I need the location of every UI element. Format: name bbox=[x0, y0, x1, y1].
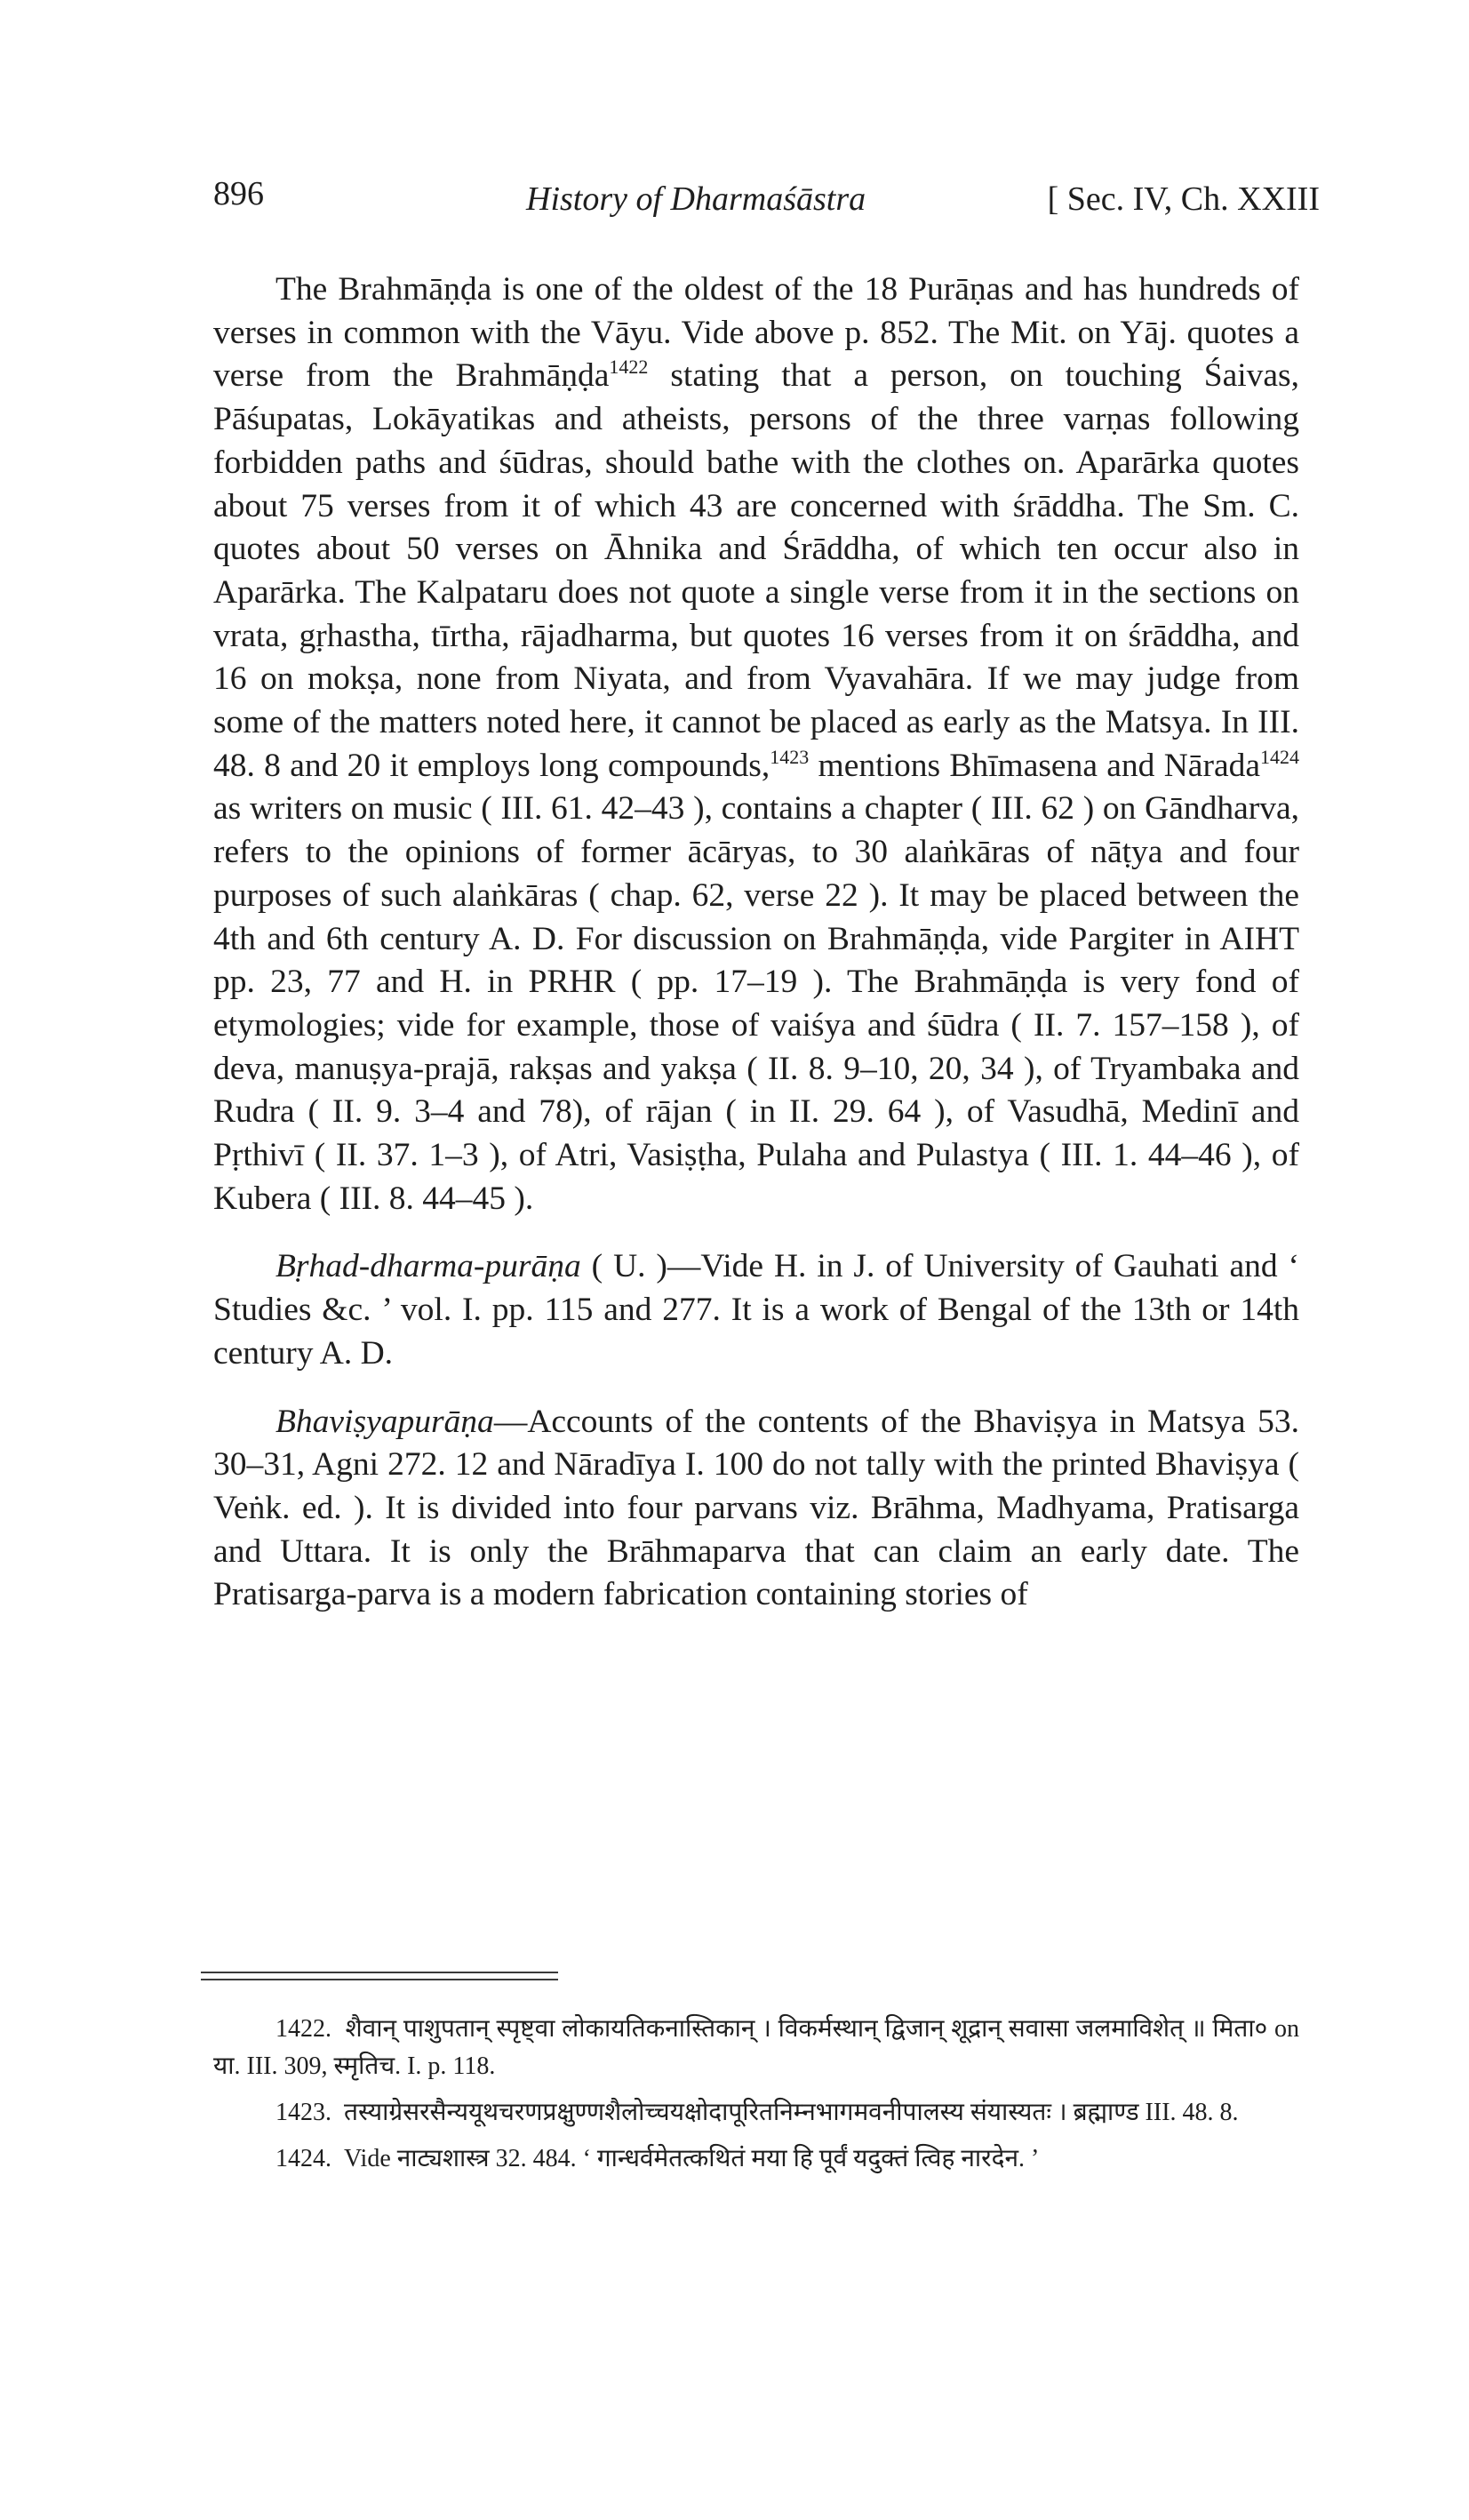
running-title: History of Dharmaśāstra bbox=[526, 180, 866, 218]
page-number: 896 bbox=[213, 175, 264, 212]
text-segment: mentions Bhīmasena and Nārada bbox=[809, 747, 1260, 784]
footnote-divider bbox=[201, 1972, 558, 1973]
text-segment: as writers on music ( III. 61. 42–43 ), contains a chapter ( III. 62 ) on Gāndharva, refers to the opinions of former ācāryas, to 30 alaṅkāras of nāṭya and four purposes of such alaṅkāras ( chap. 62, verse 22 ). It may be placed between the 4th and 6th century A. D. For discussion on Brahmāṇḍa, vide Pargiter in AIHT pp. 23, 77 and H. in PRHR ( pp. 17–19 ). The Brahmāṇḍa is very fond of etymologies; vide for example, those of vaiśya and śūdra ( II. 7. 157–158 ), of deva, manuṣya-prajā, rakṣas and yakṣa ( II. 8. 9–10, 20, 34 ), of Tryambaka and Rudra ( II. 9. 3–4 and 78), of rājan ( in II. 29. 64 ), of Vasudhā, Medinī and Pṛthivī ( II. 37. 1–3 ), of Atri, Vasiṣṭha, Pulaha and Pulastya ( III. 1. 44–46 ), of Kubera ( III. 8. 44–45 ). bbox=[213, 790, 1299, 1217]
footnote-number: 1423. bbox=[275, 2099, 331, 2126]
footnote-text: तस्याग्रेसरसैन्ययूथचरणप्रक्षुण्णशैलोच्चयक्षोदापूरितनिम्नभागमवनीपालस्य संयास्यतः । ब्रह्माण्ड III. 48. 8. bbox=[344, 2099, 1239, 2126]
footnote-text: Vide नाट्यशास्त्र 32. 484. ‘ गान्धर्वमेतत्कथितं मया हि पूर्वं यदुक्तं त्विह नारदेन. ’ bbox=[344, 2145, 1040, 2172]
footnote-divider bbox=[201, 1979, 558, 1980]
footnote-number: 1422. bbox=[275, 2015, 331, 2043]
footnote-ref-1423: 1423 bbox=[770, 745, 810, 768]
page-header bbox=[213, 174, 1320, 228]
entry-title: Bṛhad-dharma-purāṇa bbox=[275, 1248, 581, 1285]
footnote-text: शैवान् पाशुपतान् स्पृष्ट्वा लोकायतिकनास्तिकान् । विकर्मस्थान् द्विजान् शूद्रान् सवासा जलमाविशेत् ॥ मिता० on या. III. 309, स्मृतिच. I. p. 118. bbox=[213, 2015, 1299, 2080]
paragraph-bhavisya bbox=[213, 1401, 1299, 1618]
footnote-ref-1424: 1424 bbox=[1259, 745, 1299, 768]
footnote-1424 bbox=[213, 2140, 1299, 2178]
text-segment: ( U. )—Vide H. in J. of University of Gauhati and ‘ Studies &c. ’ vol. I. pp. 115 and 277. It is a work of Bengal of the 13th or 14th century A. D. bbox=[213, 1248, 1299, 1372]
paragraph-brhad-dharma bbox=[213, 1245, 1299, 1375]
footnotes bbox=[213, 2011, 1299, 2187]
text-segment: The Brahmāṇḍa is one of the oldest of the 18 Purāṇas and has hundreds of verses in common with the Vāyu. Vide above p. 852. The Mit. on Yāj. quotes a verse from the Brahmāṇḍa bbox=[213, 271, 1299, 395]
footnote-ref-1422: 1422 bbox=[609, 356, 649, 379]
text-segment: stating that a person, on touching Śaivas, Pāśupatas, Lokāyatikas and atheists, persons of the three varṇas following forbidden paths and śūdras, should bathe with the clothes on. Aparārka quotes about 75 verses from it of which 43 are concerned with śrāddha. The Sm. C. quotes about 50 verses on Āhnika and Śrāddha, of which ten occur also in Aparārka. The Kalpataru does not quote a single verse from it in the sections on vrata, gṛhastha, tīrtha, rājadharma, but quotes 16 verses from it on śrāddha, and 16 on mokṣa, none from Niyata, and from Vyavahāra. If we may judge from some of the matters noted here, it cannot be placed as early as the Matsya. In III. 48. 8 and 20 it employs long compounds, bbox=[213, 357, 1299, 784]
main-text bbox=[213, 268, 1299, 1617]
footnote-1422 bbox=[213, 2011, 1299, 2085]
footnote-1423 bbox=[213, 2094, 1299, 2132]
text-segment: —Accounts of the contents of the Bhaviṣya in Matsya 53. 30–31, Agni 272. 12 and Nāradīya I. 100 do not tally with the printed Bhaviṣya ( Veṅk. ed. ). It is divided into four parvans viz. Brāhma, Madhyama, Pratisarga and Uttara. It is only the Brāhmaparva that can claim an early date. The Pratisarga-parva is a modern fabrication containing stories of bbox=[213, 1403, 1299, 1613]
footnote-number: 1424. bbox=[275, 2145, 331, 2172]
paragraph-brahmanda bbox=[213, 268, 1299, 1220]
entry-title: Bhaviṣyapurāṇa bbox=[275, 1403, 494, 1440]
section-reference: [ Sec. IV, Ch. XXIII bbox=[1047, 180, 1320, 218]
